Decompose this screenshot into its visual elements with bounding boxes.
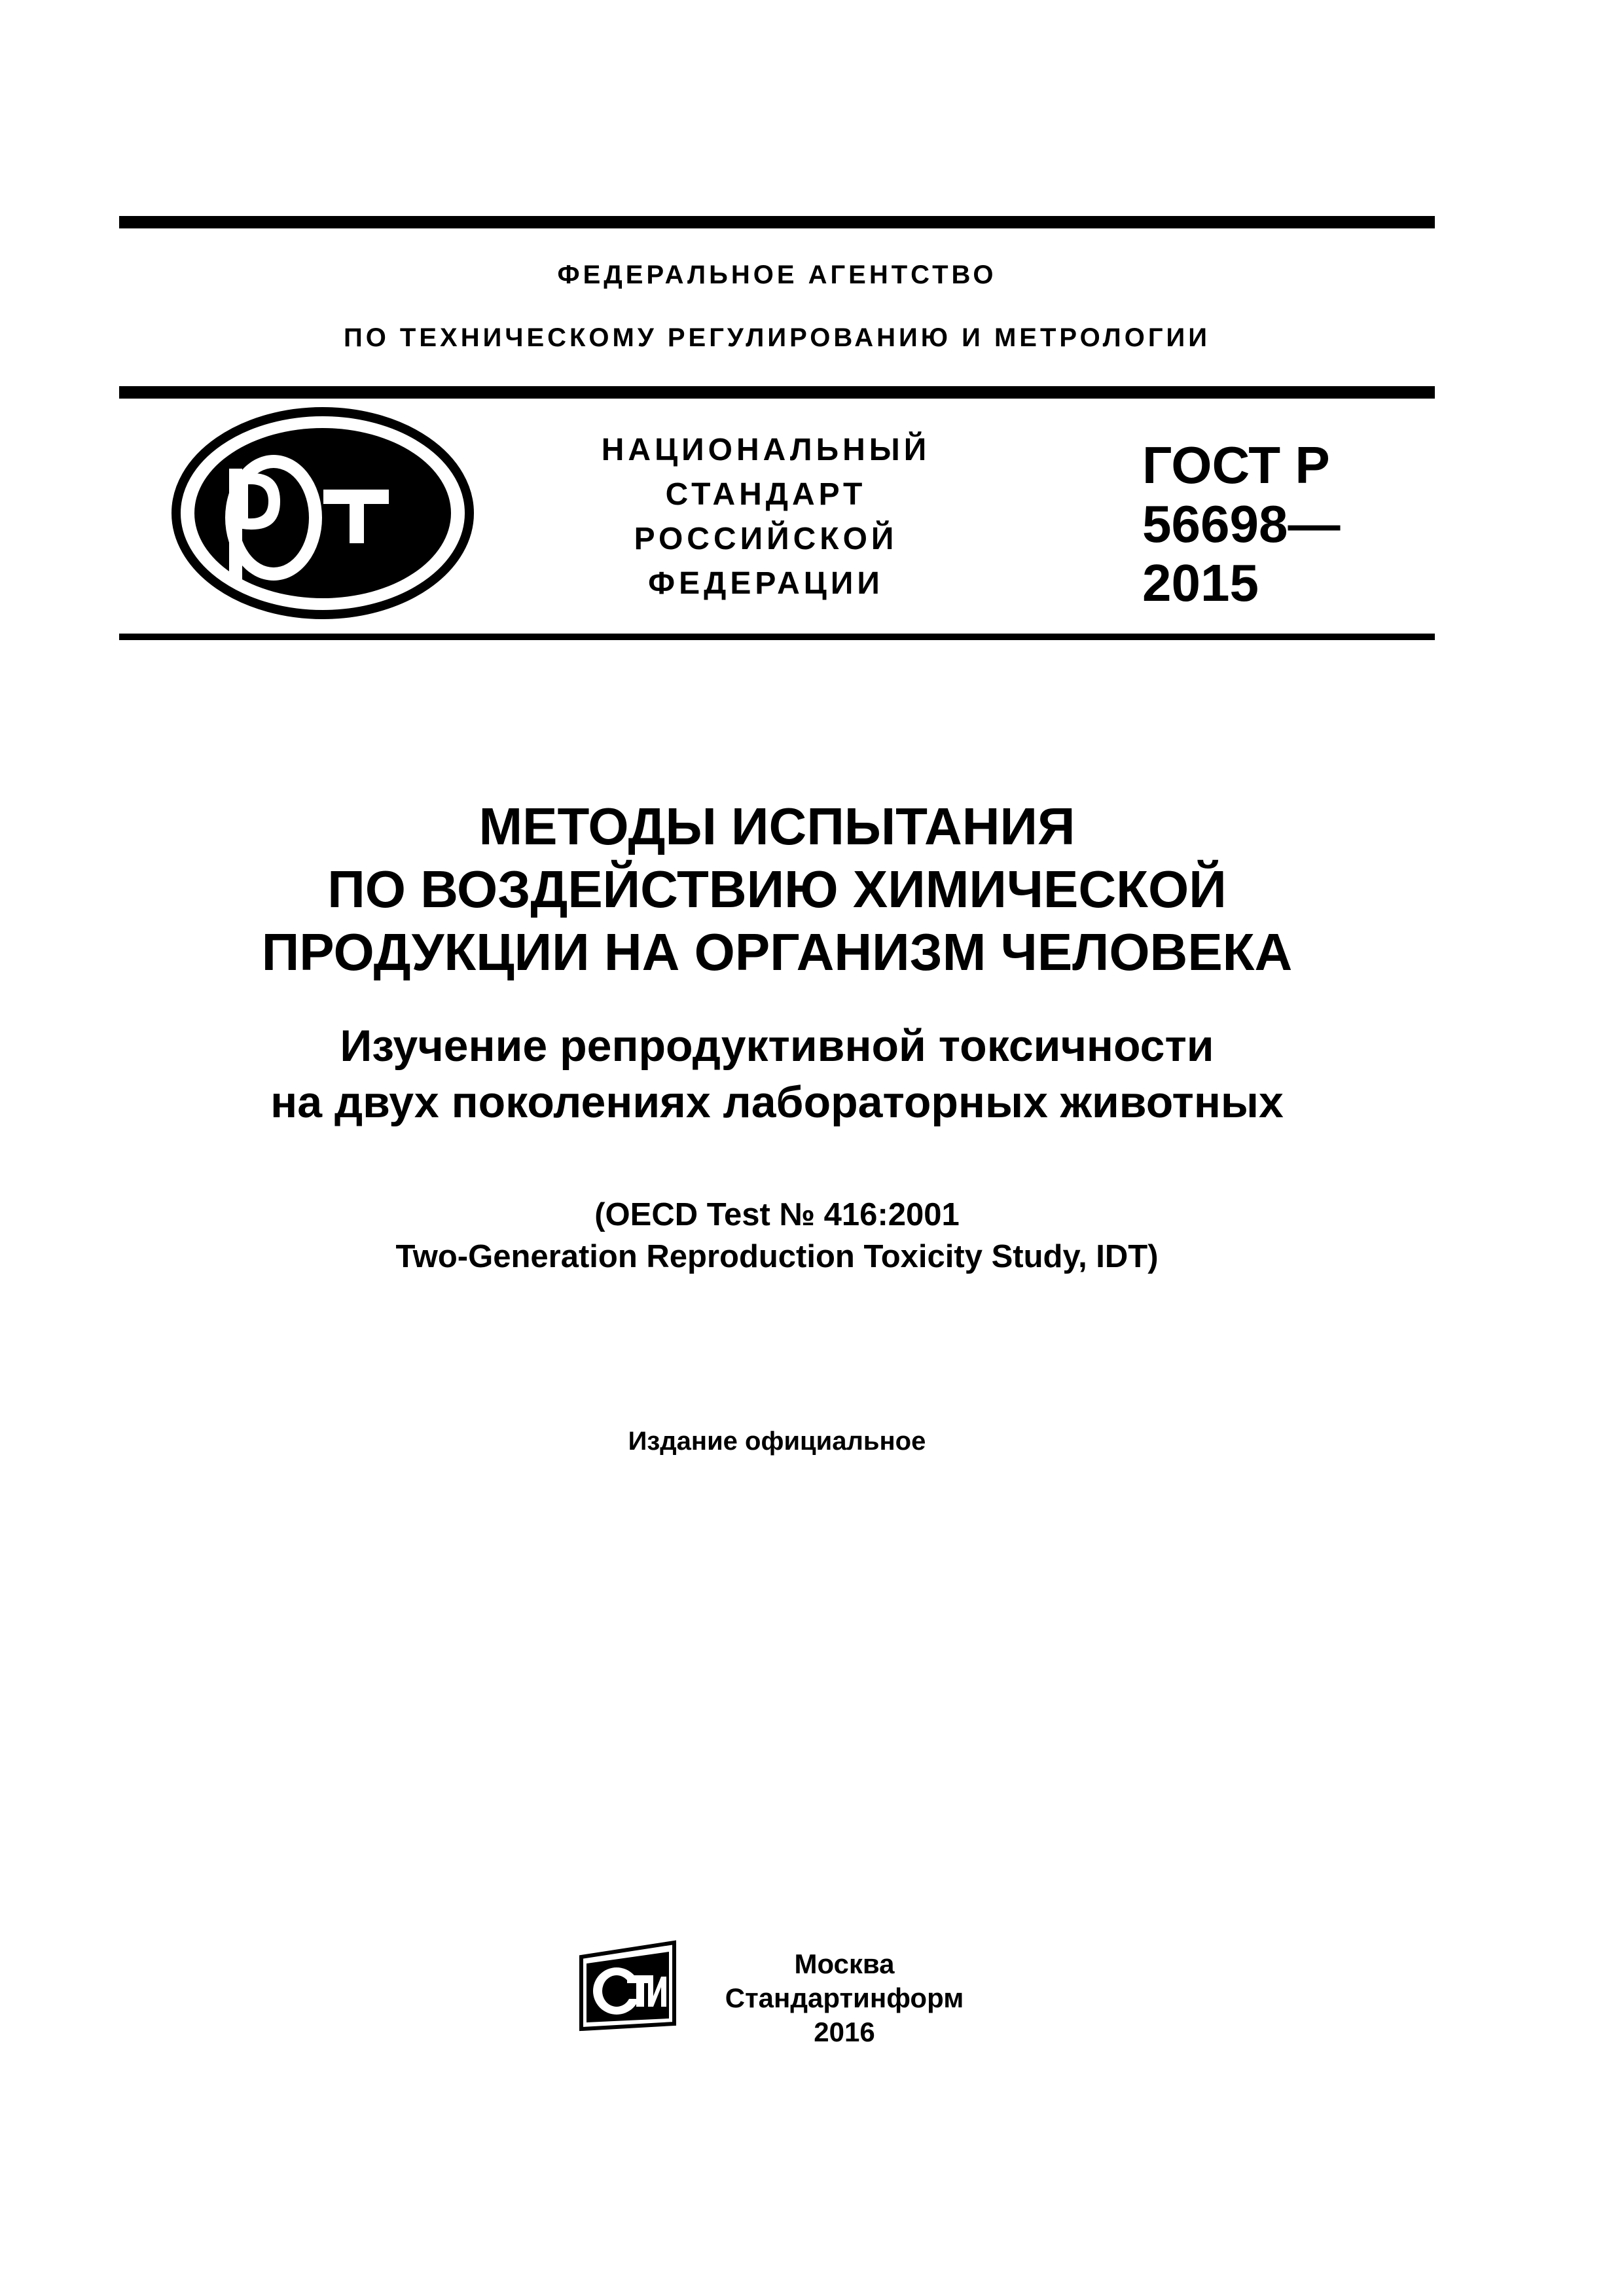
agency-name-line-2: ПО ТЕХНИЧЕСКОМУ РЕГУЛИРОВАНИЮ И МЕТРОЛОГИИ [343, 323, 1211, 352]
national-standard-line: РОССИЙСКОЙ [634, 522, 898, 556]
publication-year: 2016 [814, 2017, 875, 2047]
document-subtitle [119, 1018, 1435, 1130]
standartinform-logo-icon [576, 1937, 687, 2036]
bottom-rule [119, 634, 1435, 640]
title-line: МЕТОДЫ ИСПЫТАНИЯ [478, 797, 1075, 855]
source-line: (OECD Test № 416:2001 [594, 1197, 960, 1232]
top-rule [119, 216, 1435, 228]
national-standard-line: ФЕДЕРАЦИИ [648, 566, 884, 601]
national-standard-label [576, 428, 956, 606]
title-line: ПО ВОЗДЕЙСТВИЮ ХИМИЧЕСКОЙ [327, 860, 1227, 918]
subtitle-line: на двух поколениях лабораторных животных [270, 1077, 1284, 1127]
edition-label: Издание официальное [628, 1427, 926, 1456]
standard-designation [1142, 436, 1340, 613]
national-standard-line: НАЦИОНАЛЬНЫЙ [601, 433, 931, 467]
title-line: ПРОДУКЦИИ НА ОРГАНИЗМ ЧЕЛОВЕКА [261, 923, 1293, 981]
designation-line: 56698— [1142, 495, 1341, 553]
source-reference [119, 1194, 1435, 1278]
rst-emblem-icon [169, 403, 477, 623]
source-line: Two-Generation Reproduction Toxicity Study, IDT) [395, 1239, 1159, 1274]
publisher-name: Стандартинформ [725, 1982, 964, 2013]
designation-line: ГОСТ Р [1142, 436, 1330, 494]
document-title [119, 795, 1435, 984]
middle-rule [119, 386, 1435, 399]
publisher-info [707, 1947, 982, 2049]
subtitle-line: Изучение репродуктивной токсичности [340, 1021, 1214, 1071]
publisher-city: Москва [794, 1948, 895, 1979]
agency-name-line-1: ФЕДЕРАЛЬНОЕ АГЕНТСТВО [557, 260, 997, 289]
national-standard-line: СТАНДАРТ [665, 477, 867, 512]
designation-line: 2015 [1142, 554, 1259, 612]
